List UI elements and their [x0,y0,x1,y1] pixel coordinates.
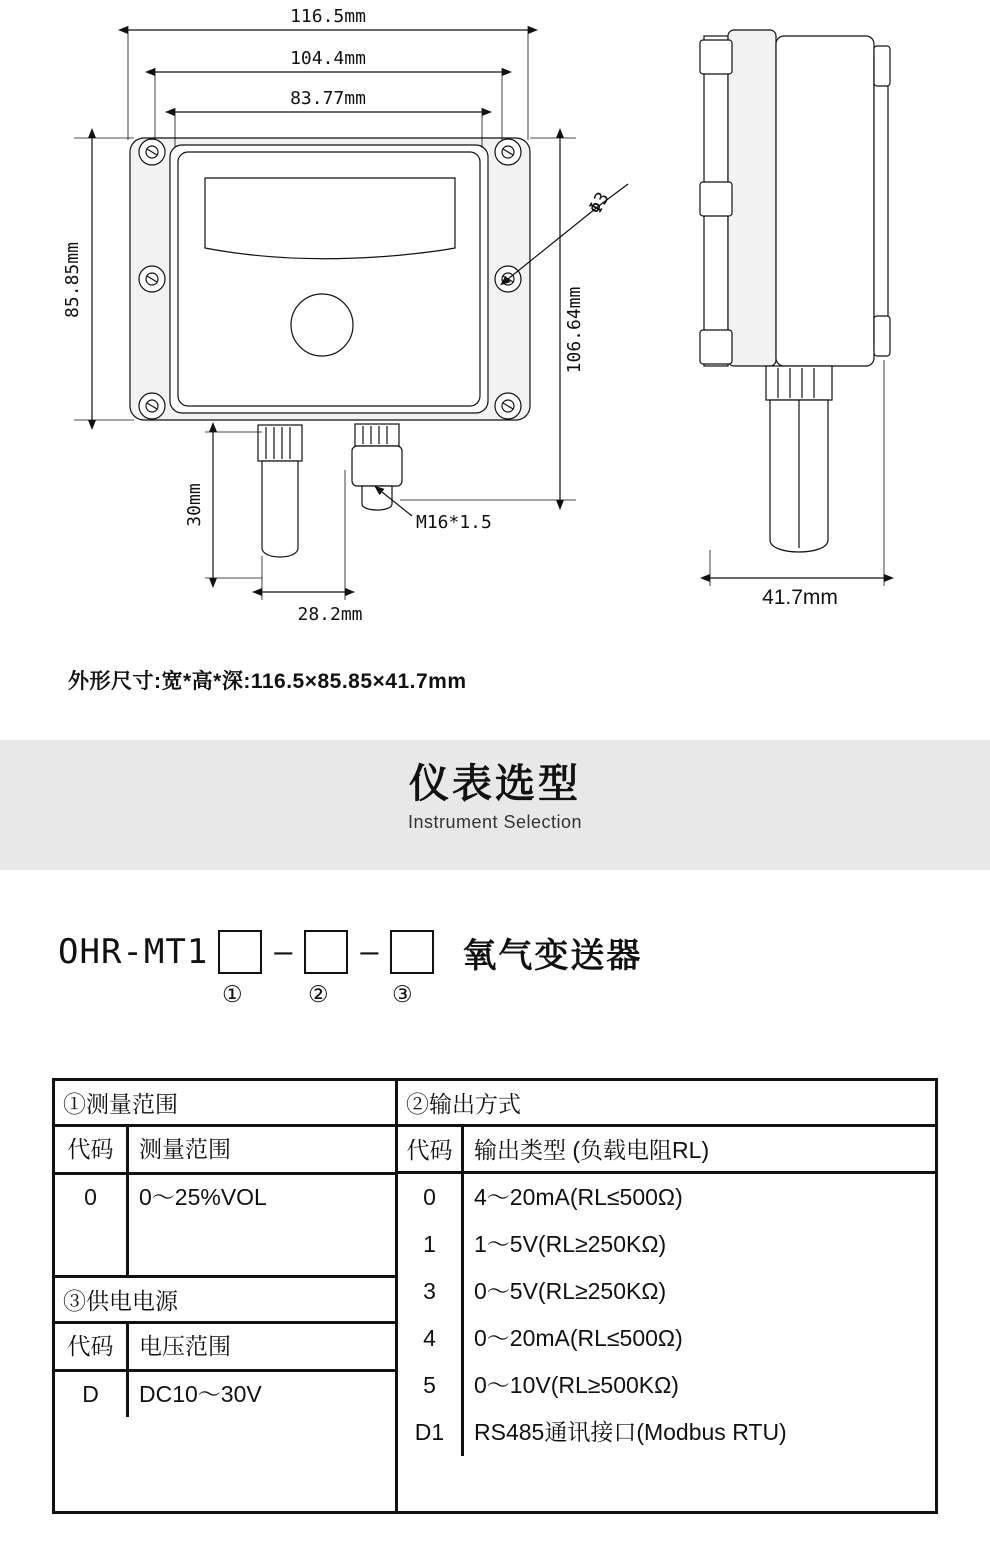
section1-row0-desc: 0～25%VOL [139,1184,267,1210]
dim-thread-label: M16*1.5 [416,512,492,533]
dim-hole-diameter: Φ3 [584,188,614,218]
dim-side-depth: 41.7mm [762,586,838,609]
section3-row0-desc: DC10～30V [139,1381,262,1407]
section2-row0-code: 0 [398,1174,464,1221]
model-code-area [0,905,990,1035]
banner-title-cn: 仪表选型 [409,762,581,806]
section3-col-desc: 电压范围 [139,1333,231,1359]
section2-row1-desc: 1～5V(RL≥250KΩ) [474,1231,667,1257]
dimension-drawing-svg [0,0,990,740]
section2-row2-desc: 0～5V(RL≥250KΩ) [474,1278,667,1304]
table-row [398,1221,935,1268]
dimension-drawing-section [0,0,990,740]
table-row [55,1175,395,1278]
section2-col-code: 代码 [398,1127,464,1171]
model-dash-1: – [274,934,293,970]
model-marker-1: ① [222,981,243,1007]
section2-row4-desc: 0～10V(RL≥500KΩ) [474,1372,679,1398]
section2-row3-code: 4 [398,1315,464,1362]
model-marker-2: ② [308,981,329,1007]
section3-blank-filler [55,1417,395,1472]
section1-row0-code: 0 [55,1175,129,1275]
section2-row3-desc: 0～20mA(RL≤500Ω) [474,1325,683,1351]
spec-table-left-column [55,1081,398,1511]
section3-column-headers [55,1324,395,1372]
section3-header: ③供电电源 [55,1278,395,1324]
banner-title-en: Instrument Selection [407,812,583,832]
section2-row5-desc: RS485通讯接口(Modbus RTU) [474,1419,787,1445]
dim-probe-width: 28.2mm [297,604,363,625]
dim-left-height: 85.85mm [62,242,83,318]
model-code-box-3[interactable] [390,930,434,974]
section1-column-headers [55,1127,395,1175]
table-row [398,1362,935,1409]
section2-blank-filler [398,1456,935,1511]
section1-col-code: 代码 [55,1127,129,1172]
table-row [55,1372,395,1417]
dimension-caption: 外形尺寸:宽*高*深:116.5×85.85×41.7mm [68,670,467,693]
dim-probe-height: 30mm [184,483,205,527]
spec-table-right-column [398,1081,935,1511]
model-prefix: OHR-MT1 [58,932,209,972]
model-marker-3: ③ [392,981,413,1007]
section2-col-desc: 输出类型 (负载电阻RL) [474,1137,710,1163]
table-row [398,1409,935,1456]
selection-spec-table [52,1078,938,1514]
section2-row1-code: 1 [398,1221,464,1268]
section3-col-code: 代码 [55,1324,129,1369]
section2-row5-code: D1 [398,1409,464,1456]
section2-row4-code: 5 [398,1362,464,1409]
section1-header: ①测量范围 [55,1081,395,1127]
model-dash-2: – [360,934,379,970]
table-row [398,1315,935,1362]
section1-col-desc: 测量范围 [139,1136,231,1162]
instrument-selection-banner [0,740,990,870]
dim-top-width-2: 104.4mm [290,48,366,69]
model-code-box-2[interactable] [304,930,348,974]
dim-right-height: 106.64mm [564,286,585,374]
section2-column-headers [398,1127,935,1174]
table-row [398,1174,935,1221]
model-code-box-1[interactable] [218,930,262,974]
section2-row2-code: 3 [398,1268,464,1315]
model-code-row [58,923,642,981]
section2-header: ②输出方式 [398,1081,935,1127]
section3-row0-code: D [55,1372,129,1417]
table-row [398,1268,935,1315]
dim-top-width-3: 83.77mm [290,88,366,109]
dim-top-width-1: 116.5mm [290,6,366,27]
section2-row0-desc: 4～20mA(RL≤500Ω) [474,1184,683,1210]
model-suffix: 氧气变送器 [462,936,643,975]
